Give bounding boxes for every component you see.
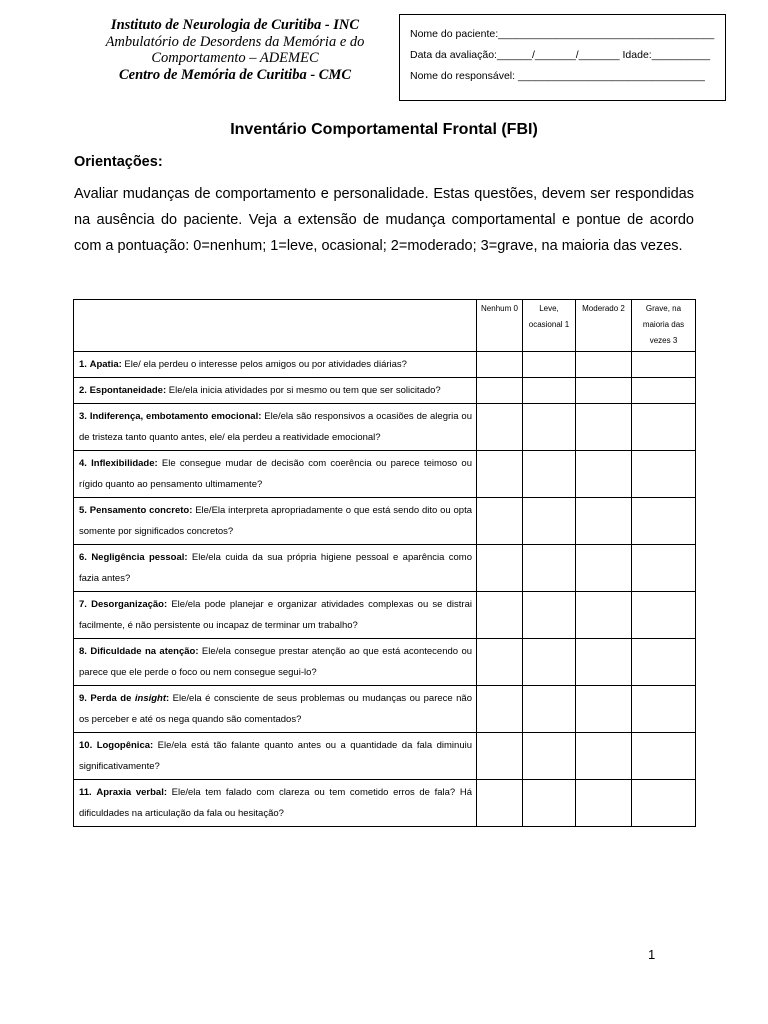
score-cell-1[interactable] — [523, 545, 576, 592]
score-cell-0[interactable] — [477, 378, 523, 404]
score-cell-2[interactable] — [576, 733, 632, 780]
question-number: 2. — [79, 385, 87, 396]
question-row — [74, 451, 696, 498]
question-cell — [74, 378, 477, 404]
score-cell-2[interactable] — [576, 686, 632, 733]
question-text: Ele/Ela interpreta apropriadamente o que está sendo dito ou opta somente por significados concretos? — [79, 505, 472, 537]
question-row — [74, 733, 696, 780]
score-cell-3[interactable] — [632, 592, 696, 639]
header-score-3: Grave, na maioria das vezes 3 — [632, 300, 696, 352]
question-title: Perda de insight: — [90, 693, 170, 704]
question-cell — [74, 686, 477, 733]
question-cell — [74, 498, 477, 545]
orientations-paragraph: Avaliar mudanças de comportamento e personalidade. Estas questões, devem ser respondidas na ausência do paciente. Veja a extensão de mudança comportamental e pontue de acordo com a pontuação: 0=nenhum; 1=leve, ocasional; 2=moderado; 3=grave, na maioria das vezes. — [74, 186, 694, 254]
question-text: Ele/ ela perdeu o interesse pelos amigos ou por atividades diárias? — [121, 359, 407, 370]
question-number: 7. — [79, 599, 87, 610]
question-number: 9. — [79, 693, 87, 704]
score-cell-3[interactable] — [632, 639, 696, 686]
question-title: Apraxia verbal: — [96, 787, 167, 798]
document-title: Inventário Comportamental Frontal (FBI) — [230, 121, 538, 138]
question-text: Ele/ela consegue prestar atenção ao que está acontecendo ou parece que ele perde o foco ou nem consegue segui-lo? — [79, 646, 473, 678]
score-cell-0[interactable] — [477, 780, 523, 827]
score-cell-3[interactable] — [632, 498, 696, 545]
question-number: 1. — [79, 359, 87, 370]
fbi-table — [73, 299, 696, 827]
score-cell-1[interactable] — [523, 686, 576, 733]
question-cell — [74, 780, 477, 827]
question-text: Ele/ela são responsivos a ocasiões de alegria ou de tristeza tanto quanto antes, ele/ ela perdeu a reatividade emocional? — [79, 411, 473, 443]
question-number: 8. — [79, 646, 87, 657]
question-row — [74, 545, 696, 592]
score-cell-0[interactable] — [477, 498, 523, 545]
score-cell-2[interactable] — [576, 639, 632, 686]
header-question-cell — [74, 300, 477, 352]
question-cell — [74, 545, 477, 592]
score-cell-1[interactable] — [523, 352, 576, 378]
score-cell-1[interactable] — [523, 451, 576, 498]
question-title: Inflexibilidade: — [91, 458, 158, 469]
table-header-row — [74, 300, 696, 352]
institution-line-1: Instituto de Neurologia de Curitiba - INC — [110, 17, 360, 33]
question-cell — [74, 733, 477, 780]
score-cell-3[interactable] — [632, 404, 696, 451]
score-cell-3[interactable] — [632, 352, 696, 378]
orientations-heading: Orientações: — [74, 154, 163, 170]
question-text: Ele/ela pode planejar e organizar atividades complexas ou se distrai facilmente, é não persistente ou incapaz de terminar um trabalho? — [79, 599, 472, 631]
question-cell — [74, 592, 477, 639]
question-cell — [74, 639, 477, 686]
score-cell-0[interactable] — [477, 404, 523, 451]
question-row — [74, 498, 696, 545]
score-cell-0[interactable] — [477, 451, 523, 498]
score-cell-1[interactable] — [523, 780, 576, 827]
score-cell-1[interactable] — [523, 378, 576, 404]
question-text: Ele/ela está tão falante quanto antes ou a quantidade da fala diminuiu significativamente? — [79, 740, 473, 772]
question-row — [74, 592, 696, 639]
question-title: Apatia: — [89, 359, 122, 370]
question-row — [74, 378, 696, 404]
question-title: Indiferença, embotamento emocional: — [89, 411, 262, 422]
question-cell — [74, 352, 477, 378]
question-cell — [74, 451, 477, 498]
page-number: 1 — [648, 947, 656, 962]
question-row — [74, 686, 696, 733]
score-cell-0[interactable] — [477, 639, 523, 686]
score-cell-1[interactable] — [523, 733, 576, 780]
question-row — [74, 639, 696, 686]
score-cell-2[interactable] — [576, 592, 632, 639]
question-row — [74, 780, 696, 827]
question-title: Negligência pessoal: — [91, 552, 188, 563]
score-cell-3[interactable] — [632, 451, 696, 498]
institution-header — [80, 17, 390, 83]
question-number: 11. — [79, 787, 92, 798]
question-cell — [74, 404, 477, 451]
score-cell-1[interactable] — [523, 498, 576, 545]
header-score-2: Moderado 2 — [576, 300, 632, 352]
question-text: Ele/ela tem falado com clareza ou tem cometido erros de fala? Há dificuldades na articulação da fala ou hesitação? — [79, 787, 472, 819]
question-number: 5. — [79, 505, 87, 516]
score-cell-1[interactable] — [523, 404, 576, 451]
patient-name-field[interactable]: Nome do paciente:_____________________________________ — [410, 28, 715, 40]
evaluation-date-field[interactable]: Data da avaliação:______/_______/_______ Idade:__________ — [410, 49, 711, 61]
score-cell-2[interactable] — [576, 404, 632, 451]
question-title: Espontaneidade: — [89, 385, 167, 396]
score-cell-2[interactable] — [576, 378, 632, 404]
score-cell-3[interactable] — [632, 733, 696, 780]
header-score-1: Leve, ocasional 1 — [523, 300, 576, 352]
institution-line-2: Ambulatório de Desordens da Memória e do Comportamento – ADEMEC — [105, 33, 365, 66]
question-number: 3. — [79, 411, 87, 422]
question-text: Ele consegue mudar de decisão com coerência ou parece teimoso ou rígido quanto ao pensamento ultimamente? — [79, 458, 472, 490]
score-cell-2[interactable] — [576, 498, 632, 545]
score-cell-3[interactable] — [632, 780, 696, 827]
question-title: Desorganização: — [91, 599, 168, 610]
responsible-name-field[interactable]: Nome do responsável: ________________________________ — [410, 70, 705, 82]
score-cell-0[interactable] — [477, 592, 523, 639]
question-number: 6. — [79, 552, 87, 563]
score-cell-0[interactable] — [477, 733, 523, 780]
score-cell-3[interactable] — [632, 545, 696, 592]
question-text: Ele/ela é consciente de seus problemas ou mudanças ou parece não os perceber e até os nega quando são comentados? — [79, 693, 473, 725]
question-text: Ele/ela cuida da sua própria higiene pessoal e aparência como fazia antes? — [79, 552, 473, 584]
score-cell-2[interactable] — [576, 451, 632, 498]
question-row — [74, 352, 696, 378]
question-title: Dificuldade na atenção: — [90, 646, 199, 657]
score-cell-0[interactable] — [477, 545, 523, 592]
question-row — [74, 404, 696, 451]
question-title: Logopênica: — [96, 740, 154, 751]
question-number: 4. — [79, 458, 87, 469]
score-cell-3[interactable] — [632, 686, 696, 733]
patient-info-box — [399, 14, 726, 101]
score-cell-0[interactable] — [477, 686, 523, 733]
score-cell-0[interactable] — [477, 352, 523, 378]
question-title: Pensamento concreto: — [89, 505, 193, 516]
header-score-0: Nenhum 0 — [477, 300, 523, 352]
score-cell-1[interactable] — [523, 592, 576, 639]
score-cell-3[interactable] — [632, 378, 696, 404]
institution-line-3: Centro de Memória de Curitiba - CMC — [118, 66, 352, 83]
question-number: 10. — [79, 740, 93, 751]
score-cell-1[interactable] — [523, 639, 576, 686]
score-cell-2[interactable] — [576, 545, 632, 592]
score-cell-2[interactable] — [576, 780, 632, 827]
question-text: Ele/ela inicia atividades por si mesmo ou tem que ser solicitado? — [166, 385, 441, 396]
score-cell-2[interactable] — [576, 352, 632, 378]
insight-word: insight — [134, 693, 167, 704]
